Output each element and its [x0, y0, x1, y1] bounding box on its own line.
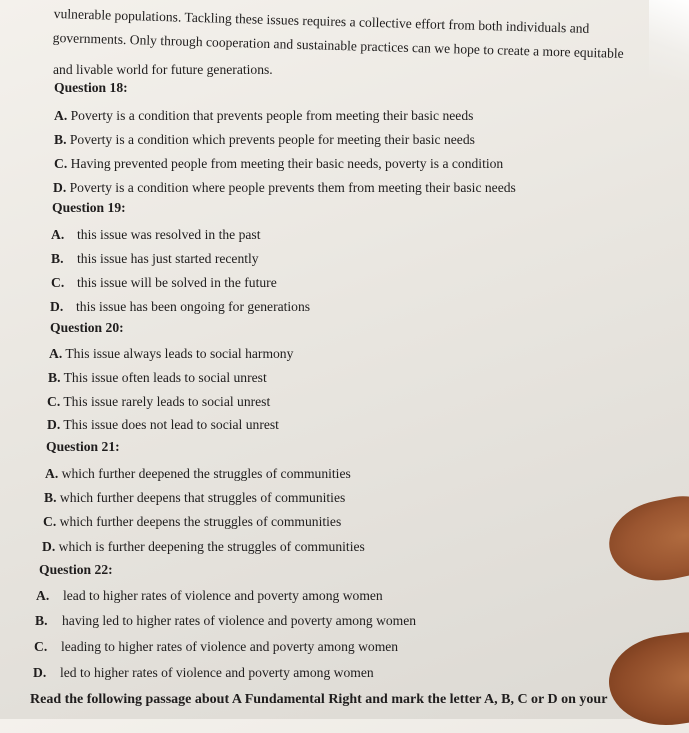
option-letter: A. [51, 227, 65, 242]
option-letter: D. [50, 299, 64, 314]
option-text: which is further deepening the struggles of communities [58, 539, 365, 554]
option-text: This issue always leads to social harmony [65, 346, 294, 361]
option-text: this issue has been ongoing for generations [76, 299, 311, 314]
option-text: this issue was resolved in the past [77, 227, 261, 242]
option-text: Poverty is a condition that prevents people from meeting their basic needs [70, 108, 474, 123]
question-19-option-d[interactable] [50, 299, 310, 315]
question-19-option-b[interactable] [51, 251, 259, 267]
option-letter: B. [35, 613, 48, 628]
option-text: Poverty is a condition which prevents people for meeting their basic needs [69, 132, 475, 147]
question-18-option-b[interactable] [54, 132, 475, 148]
question-20-title: Question 20: [50, 320, 124, 335]
option-text: leading to higher rates of violence and poverty among women [61, 639, 399, 654]
option-text: Poverty is a condition where people prevents them from meeting their basic needs [69, 180, 516, 195]
option-letter: B. [51, 251, 64, 266]
option-letter: B. [54, 132, 67, 147]
option-text: This issue often leads to social unrest [63, 370, 267, 385]
passage-line-1: vulnerable populations. Tackling these issues requires a collective effort from both individuals and [53, 6, 590, 36]
option-text: Having prevented people from meeting their basic needs, poverty is a condition [70, 156, 504, 171]
question-19-title: Question 19: [52, 200, 126, 215]
question-18-option-a[interactable] [54, 108, 473, 124]
option-letter: A. [49, 346, 63, 361]
option-letter: A. [45, 466, 59, 481]
question-22-option-a[interactable] [36, 588, 383, 604]
option-letter: B. [44, 490, 57, 505]
option-letter: D. [42, 539, 56, 554]
option-letter: B. [48, 370, 61, 385]
option-letter: A. [36, 588, 50, 603]
option-text: which further deepens the struggles of communities [59, 514, 342, 529]
option-text: this issue has just started recently [77, 251, 259, 266]
question-20-option-a[interactable] [49, 346, 293, 362]
question-20-option-c[interactable] [47, 394, 270, 410]
option-letter: C. [54, 156, 68, 171]
option-letter: C. [47, 394, 61, 409]
question-20-option-d[interactable] [47, 417, 279, 433]
option-letter: C. [51, 275, 65, 290]
option-text: led to higher rates of violence and poverty among women [60, 665, 374, 680]
option-letter: A. [54, 108, 68, 123]
finger-bottom [603, 627, 689, 733]
question-20-option-b[interactable] [48, 370, 267, 386]
question-21-title: Question 21: [46, 439, 120, 454]
question-22-option-c[interactable] [34, 639, 398, 655]
option-letter: D. [33, 665, 47, 680]
instruction-text: Read the following passage about A Fundamental Right and mark the letter A, B, C or D on your [30, 692, 608, 707]
question-18-option-d[interactable] [53, 180, 516, 196]
option-text: which further deepens that struggles of communities [59, 490, 346, 505]
question-19-option-c[interactable] [51, 275, 277, 291]
question-21-option-d[interactable] [42, 539, 365, 555]
option-letter: D. [53, 180, 67, 195]
question-22-title: Question 22: [39, 562, 113, 577]
question-22-option-b[interactable] [35, 613, 416, 629]
option-text: This issue rarely leads to social unrest [63, 394, 271, 409]
passage-line-2: governments. Only through cooperation and sustainable practices can we hope to create a more equitable [52, 30, 624, 61]
question-21-option-b[interactable] [44, 490, 345, 506]
option-text: which further deepened the struggles of communities [61, 466, 351, 481]
option-text: this issue will be solved in the future [77, 275, 277, 290]
option-text: having led to higher rates of violence and poverty among women [62, 613, 417, 628]
question-18-option-c[interactable] [54, 156, 503, 172]
finger-top [602, 489, 689, 590]
option-text: lead to higher rates of violence and poverty among women [63, 588, 383, 603]
option-letter: C. [43, 514, 57, 529]
question-19-option-a[interactable] [51, 227, 261, 243]
option-letter: D. [47, 417, 61, 432]
passage-line-3: and livable world for future generations. [53, 62, 273, 77]
page-corner [649, 0, 689, 80]
option-text: This issue does not lead to social unrest [63, 417, 279, 432]
question-22-option-d[interactable] [33, 665, 374, 681]
question-18-title: Question 18: [54, 80, 128, 95]
question-21-option-c[interactable] [43, 514, 341, 530]
option-letter: C. [34, 639, 48, 654]
question-21-option-a[interactable] [45, 466, 351, 482]
